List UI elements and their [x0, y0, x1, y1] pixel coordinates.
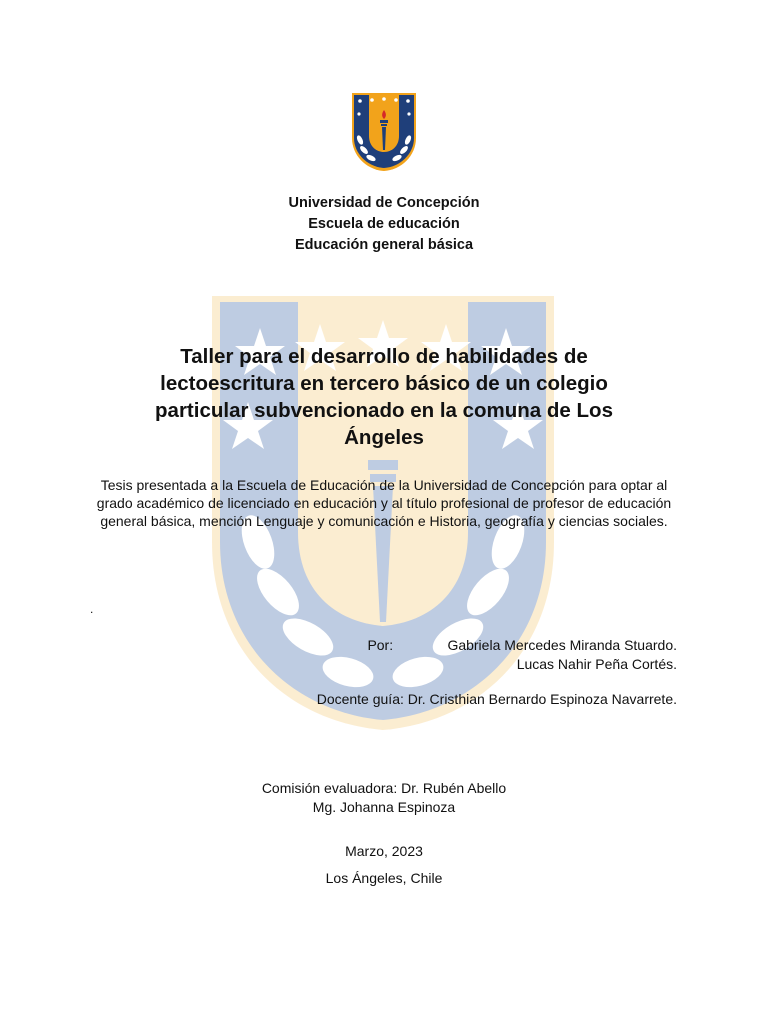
institution-block [0, 193, 768, 256]
school-name: Escuela de educación [308, 216, 460, 232]
thesis-description: Tesis presentada a la Escuela de Educación de la Universidad de Concepción para optar al grado académico de licenciado en educación y al título profesional de profesor de educación general básica, mención Lenguaje y comunicación e Historia, geografía y ciencias sociales. [96, 477, 672, 529]
date: Marzo, 2023 [345, 843, 423, 859]
author-name-1: Gabriela Mercedes Miranda Stuardo. [447, 637, 677, 653]
thesis-advisor: Docente guía: Dr. Cristhian Bernardo Espinoza Navarrete. [316, 691, 677, 707]
university-name: Universidad de Concepción [288, 195, 480, 211]
location: Los Ángeles, Chile [325, 870, 443, 886]
program-name: Educación general básica [294, 237, 474, 253]
authors-block [367, 636, 677, 674]
university-shield-icon [351, 92, 417, 172]
authors-label: Por: [367, 637, 394, 653]
committee-line-1: Comisión evaluadora: Dr. Rubén Abello [261, 780, 507, 796]
evaluation-committee [0, 779, 768, 817]
stray-dot: . [90, 602, 94, 616]
author-name-2: Lucas Nahir Peña Cortés. [516, 656, 677, 672]
thesis-title: Taller para el desarrollo de habilidades de lectoescritura en tercero básico de un colegio particular subvencionado en la comuna de Los Ángeles [155, 345, 613, 449]
committee-line-2: Mg. Johanna Espinoza [312, 799, 456, 815]
